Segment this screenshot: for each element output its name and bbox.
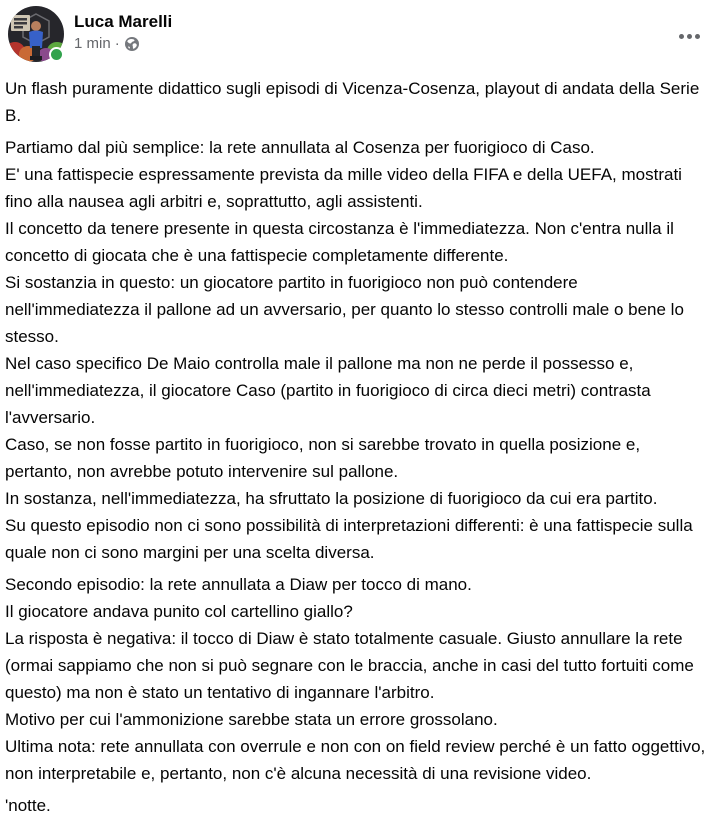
author-name[interactable]: Luca Marelli	[74, 12, 173, 31]
post-text-line: In sostanza, nell'immediatezza, ha sfruttato la posizione di fuorigioco da cui era partito.	[5, 489, 658, 508]
ellipsis-icon	[687, 34, 692, 39]
post-paragraph	[5, 792, 711, 819]
post-paragraph	[5, 571, 711, 787]
post-text-line: E' una fattispecie espressamente prevista da mille video della FIFA e della UEFA, mostrati fino alla nausea agli arbitri e, soprattutto, agli assistenti.	[5, 165, 682, 211]
post-paragraph	[5, 75, 711, 129]
post-text-line: Un flash puramente didattico sugli episodi di Vicenza-Cosenza, playout di andata della Serie B.	[5, 79, 700, 125]
avatar[interactable]	[8, 6, 64, 62]
post-text-line: Secondo episodio: la rete annullata a Diaw per tocco di mano.	[5, 575, 472, 594]
online-status-indicator	[49, 47, 64, 62]
post-text-line: 'notte.	[5, 796, 51, 815]
post-paragraph	[5, 134, 711, 566]
ellipsis-icon	[695, 34, 700, 39]
post-text-line: La risposta è negativa: il tocco di Diaw è stato totalmente casuale. Giusto annullare la rete (ormai sappiamo che non si può segnare con le braccia, anche in casi del tutto fortuiti come questo) ma non è stato un tentativo di ingannare l'arbitro.	[5, 629, 694, 702]
post-text-line: Il giocatore andava punito col cartellino giallo?	[5, 602, 353, 621]
post-text-line: Il concetto da tenere presente in questa circostanza è l'immediatezza. Non c'entra nulla il concetto di giocata che è una fattispecie completamente differente.	[5, 219, 674, 265]
post-header	[0, 0, 717, 62]
globe-public-icon	[124, 36, 140, 52]
post-text-line: Su questo episodio non ci sono possibilità di interpretazioni differenti: è una fattispecie sulla quale non ci sono margini per una scelta diversa.	[5, 516, 693, 562]
timestamp[interactable]: 1 min	[74, 35, 111, 52]
post-text-line: Si sostanzia in questo: un giocatore partito in fuorigioco non può contendere nell'immediatezza il pallone ad un avversario, per quanto lo stesso controlli male o bene lo stesso.	[5, 273, 684, 346]
post-text-line: Nel caso specifico De Maio controlla male il pallone ma non ne perde il possesso e, nell'immediatezza, il giocatore Caso (partito in fuorigioco di circa dieci metri) contrasta l'avversario.	[5, 354, 651, 427]
post-text-line: Ultima nota: rete annullata con overrule e non con on field review perché è un fatto oggettivo, non interpretabile e, pertanto, non c'è alcuna necessità di una revisione video.	[5, 737, 706, 783]
post-text-line: Caso, se non fosse partito in fuorigioco, non si sarebbe trovato in quella posizione e, pertanto, non avrebbe potuto intervenire sul pallone.	[5, 435, 641, 481]
post-text-line: Partiamo dal più semplice: la rete annullata al Cosenza per fuorigioco di Caso.	[5, 138, 595, 157]
post-meta	[74, 34, 172, 53]
more-options-button[interactable]	[671, 20, 707, 52]
meta-separator: ·	[114, 35, 120, 52]
ellipsis-icon	[679, 34, 684, 39]
post-header-info	[74, 6, 172, 53]
post-text-line: Motivo per cui l'ammonizione sarebbe stata un errore grossolano.	[5, 710, 498, 729]
post-body	[0, 62, 717, 819]
